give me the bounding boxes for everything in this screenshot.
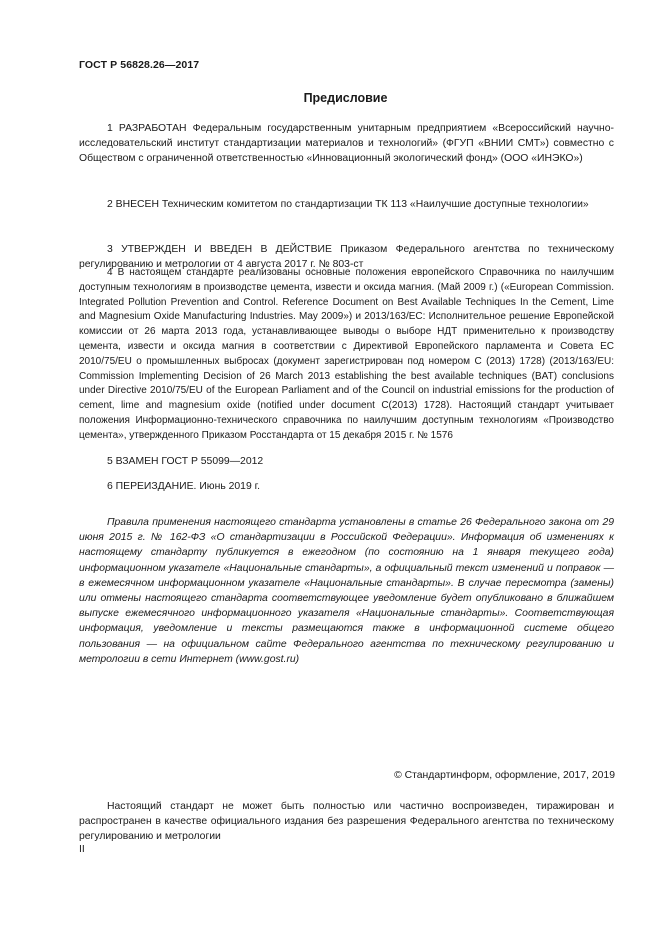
page-number: II (79, 844, 85, 855)
foreword-item-6: 6 ПЕРЕИЗДАНИЕ. Июнь 2019 г. (107, 481, 261, 492)
foreword-item-5: 5 ВЗАМЕН ГОСТ Р 55099—2012 (107, 456, 264, 467)
copyright-line: © Стандартинформ, оформление, 2017, 2019 (394, 770, 615, 781)
foreword-item-2: 2 ВНЕСЕН Техническим комитетом по стандартизации ТК 113 «Наилучшие доступные технологии» (107, 199, 589, 210)
foreword-item-3: 3 УТВЕРЖДЕН И ВВЕДЕН В ДЕЙСТВИЕ Приказом Федерального агентства по техническому регулированию и метрологии от 4 августа 2017 г. № 803-ст (79, 244, 614, 271)
standard-application-notice: Правила применения настоящего стандарта установлены в статье 26 Федерального закона от 29 июня 2015 г. № 162-ФЗ «О стандартизации в Российской Федерации». Информация об изменениях к настоящему стандарту публикуется в ежегодном (по состоянию на 1 января текущего года) информационном указателе «Национальные стандарты», а официальный текст изменений и поправок — в ежемесячном информационном указателе «Национальные стандарты». В случае пересмотра (замены) или отмены настоящего стандарта соответствующее уведомление будет опубликовано в ближайшем выпуске ежемесячного информационного указателя «Национальные стандарты». Соответствующая информация, уведомление и тексты размещаются также в информационной системе общего пользования — на официальном сайте Федерального агентства по техническому регулированию и метрологии в сети Интернет (www.gost.ru) (79, 517, 614, 665)
foreword-item-4: 4 В настоящем стандарте реализованы основные положения европейского Справочника по наилучшим доступным технологиям в производстве цемента, извести и оксида магния. (Май 2009 г.) («European Commission. Integrated Pollution Prevention and Control. Reference Document on Best Available Techniques In the Cement, Lime and Magnesium Oxide Manufacturing Industries. May 2009») и 2013/163/EC: Исполнительное решение Европейской комиссии от 26 марта 2013 года, устанавливающее выводы о выборе НДТ применительно к производству цемента, извести и оксида магния в соответствии с Директивой Европейского парламента и Совета ЕС 2010/75/EU о промышленных выбросах (документ зарегистрирован под номером C (2013) 1728) (2013/163/EU: Commission Implementing Decision of 26 March 2013 establishing the best available techniques (BAT) conclusions under Directive 2010/75/EU of the European Parliament and of the Council on industrial emissions for the production of cement, lime and magnesium oxide (notified under document C(2013) 1728). Настоящий стандарт учитывает положения Информационно-технического справочника по наилучшим доступным технологиям «Производство цемента», утвержденного Приказом Росстандарта от 15 декабря 2015 г. № 1576 (79, 267, 614, 441)
reproduction-notice: Настоящий стандарт не может быть полностью или частично воспроизведен, тиражирован и распространен в качестве официального издания без разрешения Федерального агентства по техническому регулированию и метрологии (79, 801, 614, 843)
document-code-header: ГОСТ Р 56828.26—2017 (79, 59, 200, 71)
page-title: Предисловие (303, 91, 388, 105)
foreword-item-1: 1 РАЗРАБОТАН Федеральным государственным унитарным предприятием «Всероссийский научно-исследовательский институт стандартизации материалов и технологий» (ФГУП «ВНИИ СМТ») совместно с Обществом с ограниченной ответственностью «Инновационный экологический фонд» (ООО «ИНЭКО») (79, 123, 614, 165)
